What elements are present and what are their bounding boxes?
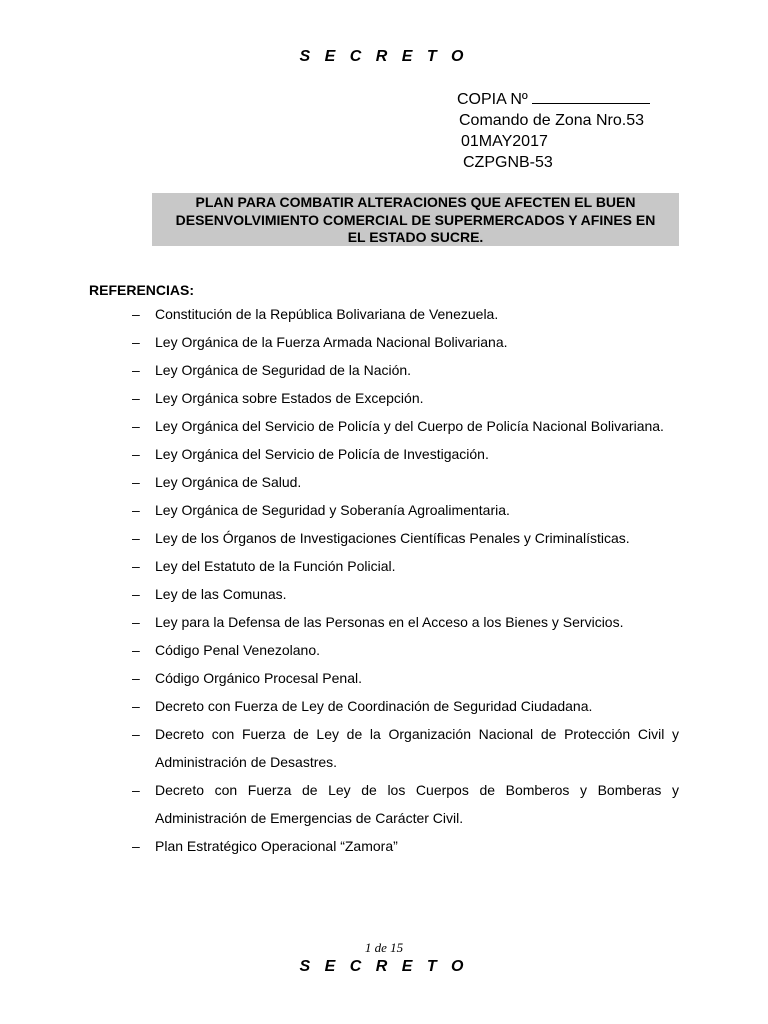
references-list (89, 300, 679, 860)
copy-number-blank (532, 89, 650, 104)
reference-text: Código Orgánico Procesal Penal. (155, 670, 363, 686)
reference-text: Ley de los Órganos de Investigaciones Científicas Penales y Criminalísticas. (155, 530, 630, 546)
date-line: 01MAY2017 (461, 133, 548, 150)
reference-item (89, 720, 679, 776)
reference-item (89, 692, 679, 720)
bullet-dash: – (132, 502, 140, 518)
bullet-dash: – (132, 334, 140, 350)
reference-text: Decreto con Fuerza de Ley de Coordinación de Seguridad Ciudadana. (155, 698, 593, 714)
reference-text: Ley Orgánica del Servicio de Policía y del Cuerpo de Policía Nacional Bolivariana. (155, 418, 664, 434)
bullet-dash: – (132, 698, 140, 714)
plan-title-line-2: DESENVOLVIMIENTO COMERCIAL DE SUPERMERCADOS Y AFINES EN (175, 211, 656, 228)
reference-item (89, 328, 679, 356)
header-classification: S E C R E T O (299, 48, 469, 65)
bullet-dash: – (132, 726, 140, 742)
reference-text: Ley del Estatuto de la Función Policial. (155, 558, 396, 574)
reference-text: Ley Orgánica de la Fuerza Armada Nacional Bolivariana. (155, 334, 508, 350)
bullet-dash: – (132, 586, 140, 602)
reference-item (89, 468, 679, 496)
reference-item (89, 356, 679, 384)
reference-text: Ley de las Comunas. (155, 586, 287, 602)
bullet-dash: – (132, 614, 140, 630)
bullet-dash: – (132, 838, 140, 854)
reference-text: Constitución de la República Bolivariana de Venezuela. (155, 306, 499, 322)
plan-title-line-1: PLAN PARA COMBATIR ALTERACIONES QUE AFECTEN EL BUEN (195, 194, 636, 210)
references-heading: REFERENCIAS: (89, 282, 195, 298)
reference-item (89, 496, 679, 524)
bullet-dash: – (132, 418, 140, 434)
bullet-dash: – (132, 446, 140, 462)
bullet-dash: – (132, 782, 140, 798)
bullet-dash: – (132, 362, 140, 378)
reference-item (89, 300, 679, 328)
copy-number-line (457, 89, 650, 110)
reference-text: Código Penal Venezolano. (155, 642, 321, 658)
reference-text: Ley Orgánica del Servicio de Policía de Investigación. (155, 446, 489, 462)
reference-item (89, 636, 679, 664)
reference-text: Ley Orgánica de Seguridad y Soberanía Agroalimentaria. (155, 502, 510, 518)
code-line: CZPGNB-53 (463, 154, 553, 171)
reference-item (89, 552, 679, 580)
bullet-dash: – (132, 558, 140, 574)
reference-item (89, 440, 679, 468)
bullet-dash: – (132, 530, 140, 546)
plan-title (152, 193, 679, 246)
reference-item (89, 412, 679, 440)
reference-text: Ley para la Defensa de las Personas en el Acceso a los Bienes y Servicios. (155, 614, 624, 630)
bullet-dash: – (132, 474, 140, 490)
bullet-dash: – (132, 390, 140, 406)
reference-text: Decreto con Fuerza de Ley de los Cuerpos de Bomberos y Bomberas y Administración de Emergencias de Carácter Civil. (155, 782, 679, 826)
reference-item (89, 580, 679, 608)
page-number: 1 de 15 (364, 940, 404, 955)
reference-text: Decreto con Fuerza de Ley de la Organización Nacional de Protección Civil y Administración de Desastres. (155, 726, 679, 770)
footer-classification: S E C R E T O (299, 958, 469, 975)
reference-text: Ley Orgánica de Salud. (155, 474, 302, 490)
reference-item (89, 524, 679, 552)
bullet-dash: – (132, 642, 140, 658)
copy-info-block (457, 89, 650, 173)
command-line: Comando de Zona Nro.53 (459, 112, 644, 129)
reference-item (89, 832, 679, 860)
reference-item (89, 384, 679, 412)
reference-text: Ley Orgánica sobre Estados de Excepción. (155, 390, 424, 406)
bullet-dash: – (132, 306, 140, 322)
plan-title-line-3: EL ESTADO SUCRE. (347, 229, 484, 245)
reference-item (89, 664, 679, 692)
reference-item (89, 608, 679, 636)
copy-number-label: COPIA Nº (457, 91, 528, 108)
reference-item (89, 776, 679, 832)
reference-text: Plan Estratégico Operacional “Zamora” (155, 838, 398, 854)
reference-text: Ley Orgánica de Seguridad de la Nación. (155, 362, 412, 378)
bullet-dash: – (132, 670, 140, 686)
